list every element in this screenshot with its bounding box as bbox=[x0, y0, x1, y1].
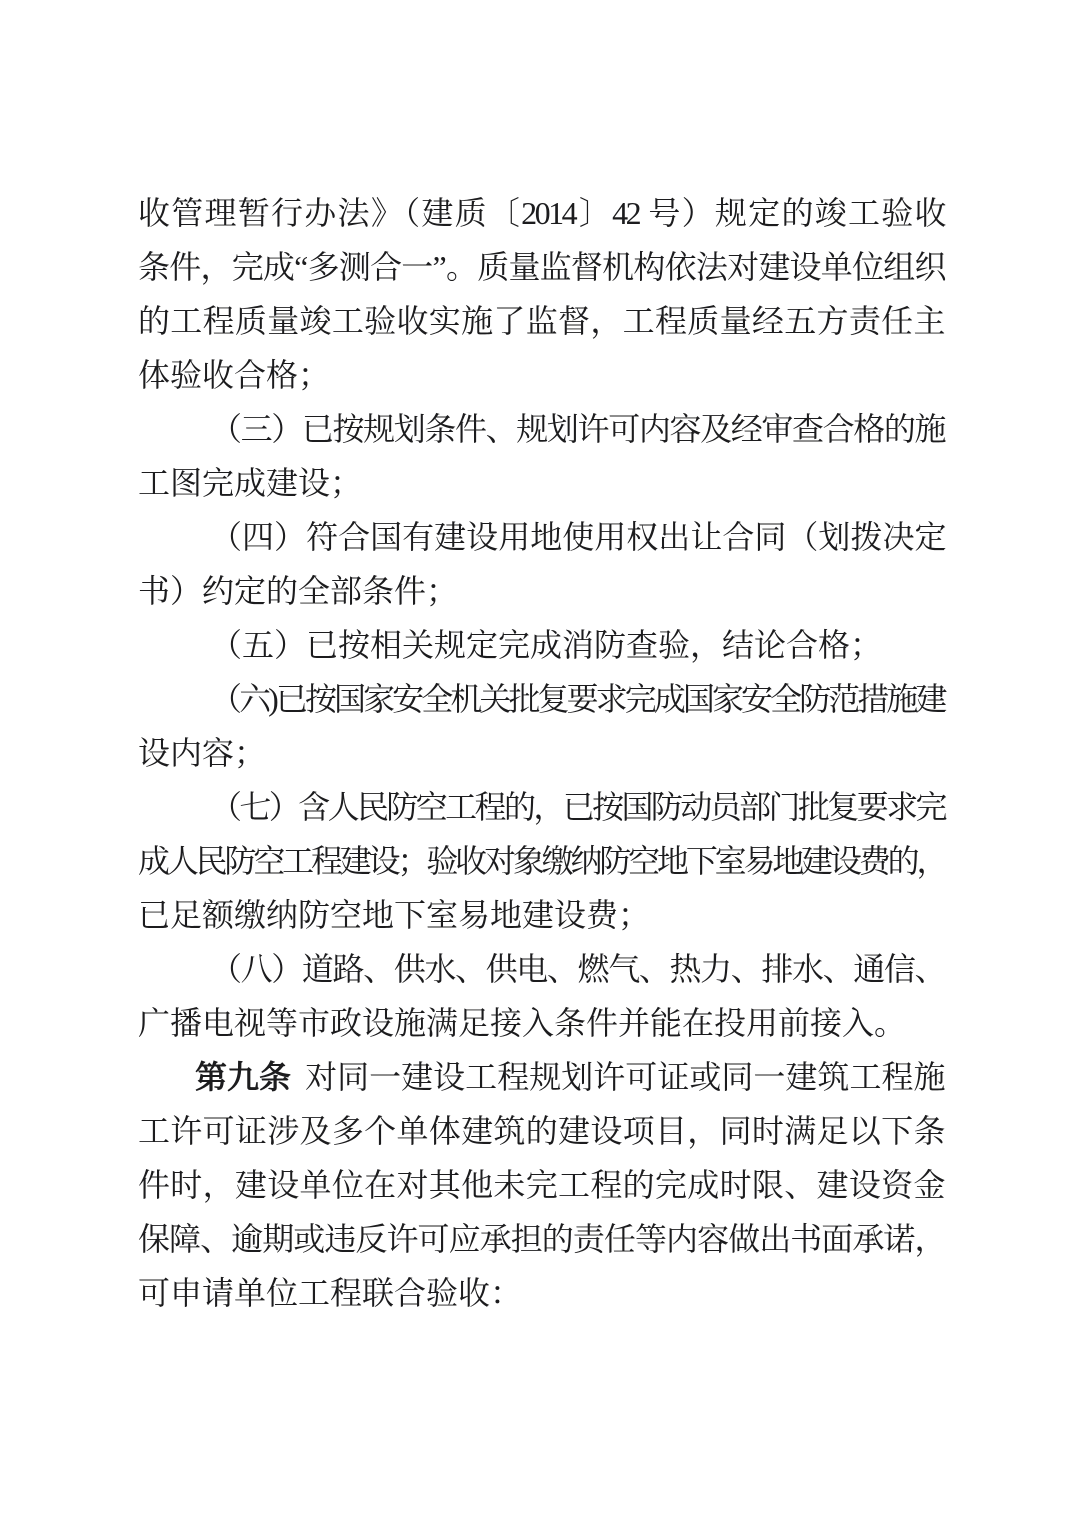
text-line: 设内容； bbox=[138, 735, 267, 771]
paragraph-item-7 bbox=[138, 780, 944, 942]
text-line: 保障、逾期或违反许可应承担的责任等内容做出书面承诺， bbox=[138, 1221, 944, 1257]
text-line: 成人民防空工程建设；验收对象缴纳防空地下室易地建设费的， bbox=[138, 843, 944, 879]
text-line: 工图完成建设； bbox=[138, 465, 363, 501]
text-line: 的工程质量竣工验收实施了监督，工程质量经五方责任主 bbox=[138, 303, 944, 339]
article-text: 对同一建设工程规划许可证或同一建筑工程施 bbox=[305, 1059, 944, 1095]
text-line: （六)已按国家安全机关批复要求完成国家安全防范措施建 bbox=[210, 681, 944, 717]
text-line: （七）含人民防空工程的，已按国防动员部门批复要求完 bbox=[210, 789, 944, 825]
paragraph-continuation bbox=[138, 186, 944, 402]
article-number: 第九条 bbox=[195, 1059, 292, 1095]
paragraph-item-4 bbox=[138, 510, 944, 618]
paragraph-item-8 bbox=[138, 942, 944, 1050]
text-line: 广播电视等市政设施满足接入条件并能在投用前接入。 bbox=[138, 1005, 907, 1041]
text-line: 条件，完成“多测合一”。质量监督机构依法对建设单位组织 bbox=[138, 249, 944, 285]
text-line: 已足额缴纳防空地下室易地建设费； bbox=[138, 897, 651, 933]
text-line: 件时，建设单位在对其他未完工程的完成时限、建设资金 bbox=[138, 1167, 944, 1203]
text-line bbox=[138, 1050, 944, 1104]
text-line: 工许可证涉及多个单体建筑的建设项目，同时满足以下条 bbox=[138, 1113, 944, 1149]
paragraph-item-6 bbox=[138, 672, 944, 780]
text-line: 体验收合格； bbox=[138, 357, 331, 393]
text-line: （五）已按相关规定完成消防查验，结论合格； bbox=[210, 627, 883, 663]
text-line: （四）符合国有建设用地使用权出让合同（划拨决定 bbox=[210, 519, 944, 555]
text-line: 书）约定的全部条件； bbox=[138, 573, 459, 609]
text-line: 可申请单位工程联合验收： bbox=[138, 1275, 523, 1311]
text-line: （八）道路、供水、供电、燃气、热力、排水、通信、 bbox=[210, 951, 944, 987]
paragraph-item-3 bbox=[138, 402, 944, 510]
paragraph-article-9 bbox=[138, 1050, 944, 1320]
text-line: （三）已按规划条件、规划许可内容及经审查合格的施 bbox=[210, 411, 944, 447]
paragraph-item-5 bbox=[138, 618, 944, 672]
document-body bbox=[138, 186, 944, 1320]
text-line: 收管理暂行办法》（建质〔2014〕42 号）规定的竣工验收 bbox=[138, 195, 944, 231]
